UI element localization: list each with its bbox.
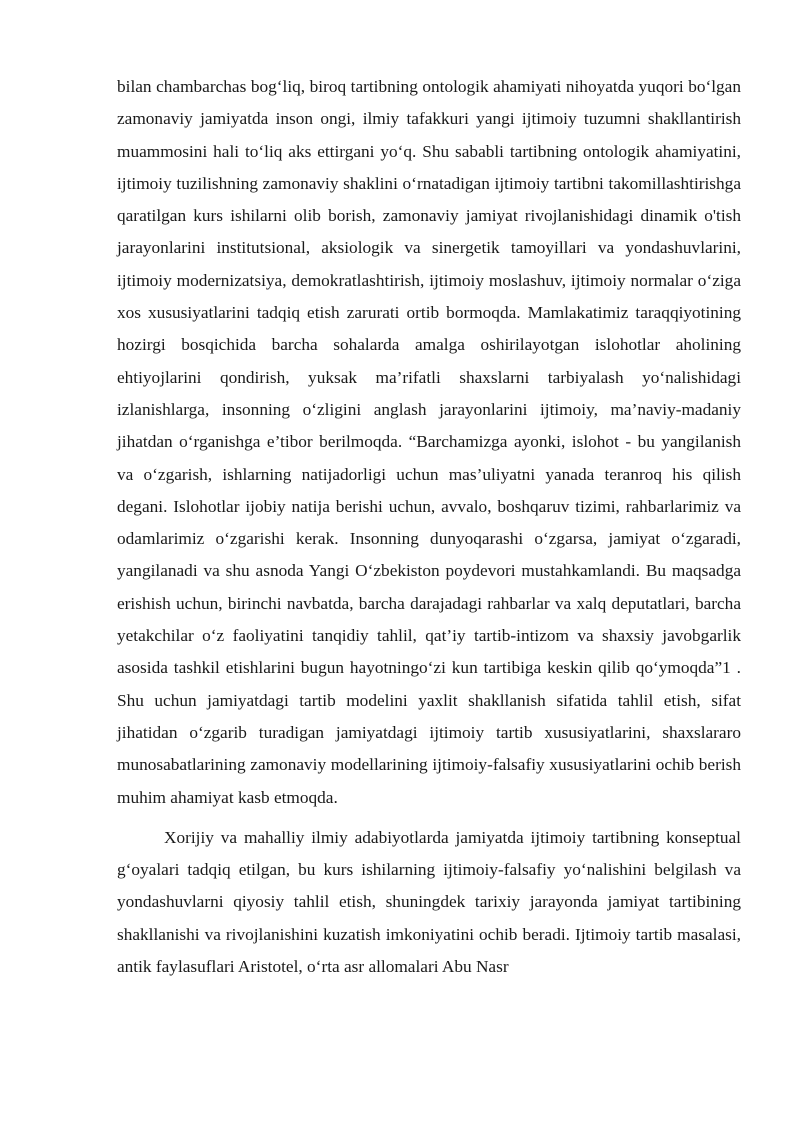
paragraph-continued: bilan chambarchas bog‘liq, biroq tartibning ontologik ahamiyati nihoyatda yuqori bo‘lgan zamonaviy jamiyatda inson ongi, ilmiy tafakkuri yangi ijtimoiy tuzumni shakllantirish muammosini hali to‘liq aks ettirgani yo‘q. Shu sababli tartibning ontologik ahamiyatini, ijtimoiy tuzilishning zamonaviy shaklini o‘rnatadigan ijtimoiy tartibni takomillashtirishga qaratilgan kurs ishilarni olib borish, zamonaviy jamiyat rivojlanishidagi dinamik o'tish jarayonlarini institutsional, aksiologik va sinergetik tamoyillari va yondashuvlarini, ijtimoiy modernizatsiya, demokratlashtirish, ijtimoiy moslashuv, ijtimoiy normalar o‘ziga xos xususiyatlarini tadqiq etish zarurati ortib bormoqda. Mamlakatimiz taraqqiyotining hozirgi bosqichida barcha sohalarda amalga oshirilayotgan islohotlar aholining ehtiyojlarini qondirish, yuksak ma’rifatli shaxslarni tarbiyalash yo‘nalishidagi izlanishlarga, insonning o‘zligini anglash jarayonlarini ijtimoiy, ma’naviy-madaniy jihatdan o‘rganishga e’tibor berilmoqda. “Barchamizga ayonki, islohot - bu yangilanish va o‘zgarish, ishlarning natijadorligi uchun mas’uliyatni yanada teranroq his qilish degani. Islohotlar ijobiy natija berishi uchun, avvalo, boshqaruv tizimi, rahbarlarimiz va odamlarimiz o‘zgarishi kerak. Insonning dunyoqarashi o‘zgarsa, jamiyat o‘zgaradi, yangilanadi va shu asnoda Yangi O‘zbekiston poydevori mustahkamlandi. Bu maqsadga erishish uchun, birinchi navbatda, barcha darajadagi rahbarlar va xalq deputatlari, barcha yetakchilar o‘z faoliyatini tanqidiy tahlil, qat’iy tartib-intizom va shaxsiy javobgarlik asosida tashkil etishlarini bugun hayotningo‘zi kun tartibiga keskin qilib qo‘ymoqda”1 . Shu uchun jamiyatdagi tartib modelini yaxlit shakllanish sifatida tahlil etish, sifat jihatidan o‘zgarib turadigan jamiyatdagi ijtimoiy tartib xususiyatlarini, shaxslararo munosabatlarining zamonaviy modellarining ijtimoiy-falsafiy xususiyatlarini ochib berish muhim ahamiyat kasb etmoqda. <box>117 77 741 807</box>
paragraph-xorijiy: Xorijiy va mahalliy ilmiy adabiyotlarda jamiyatda ijtimoiy tartibning konseptual g‘oyalari tadqiq etilgan, bu kurs ishilarning ijtimoiy-falsafiy yo‘nalishini belgilash va yondashuvlarni qiyosiy tahlil etish, shuningdek tarixiy jarayonda jamiyat tartibining shakllanishi va rivojlanishini kuzatish imkoniyatini ochib beradi. Ijtimoiy tartib masalasi, antik faylasuflari Aristotel, o‘rta asr allomalari Abu Nasr <box>117 827 741 977</box>
document-page <box>117 71 741 983</box>
